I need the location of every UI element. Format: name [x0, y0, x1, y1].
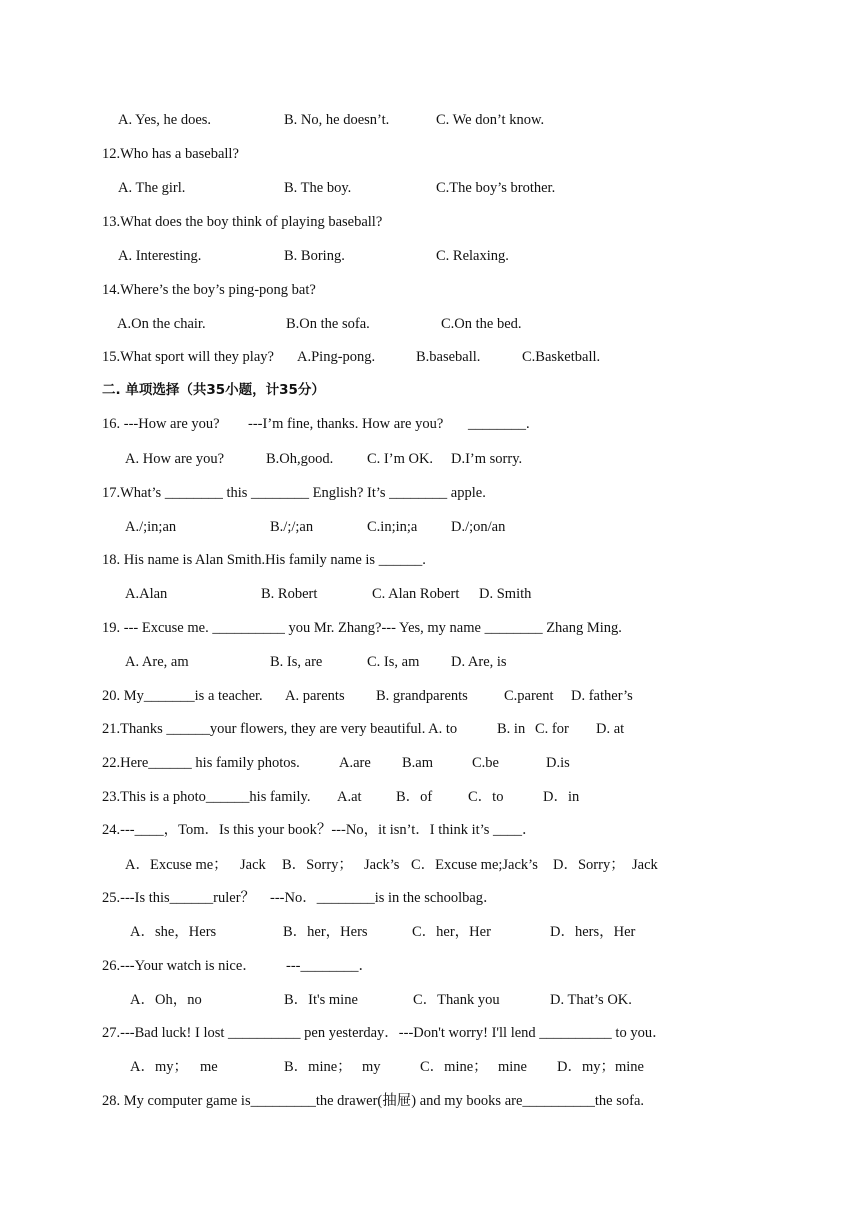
q25-text-2: ---No．________is in the schoolbag． [270, 890, 498, 906]
q13-text-1: 13.What does the boy think of playing baseball? [102, 214, 383, 230]
q27-options-text-1: A．my； [130, 1059, 188, 1075]
q15-text-1: 15.What sport will they play? [102, 349, 274, 365]
q24-options-text-7: Jack [632, 857, 658, 873]
q21-text-4: D. at [596, 721, 625, 737]
q28-text-1: 28. My computer game is_________the drawer(抽屉) and my books are__________the sofa. [102, 1093, 645, 1109]
section-2-title-text-1: 二. 单项选择（共35小题，计35分） [102, 382, 325, 398]
q16-text-1: 16. ---How are you? [102, 416, 220, 432]
q22-text-2: A.are [339, 755, 371, 771]
q22-text-5: D.is [546, 755, 570, 771]
q17-options-text-1: A./;in;an [125, 519, 177, 535]
q15-text-3: B.baseball. [416, 349, 481, 365]
q15-text-2: A.Ping-pong. [297, 349, 376, 365]
q27-options-text-2: me [200, 1059, 218, 1075]
q20-text-3: B. grandparents [376, 688, 468, 704]
q26-options-text-3: C．Thank you [413, 992, 500, 1008]
q25-options-text-3: C．her，Her [412, 924, 491, 940]
q23-text-4: C．to [468, 789, 504, 805]
q16-text-3: ________. [468, 416, 530, 432]
q18-text-1: 18. His name is Alan Smith.His family name is ______. [102, 552, 426, 568]
q20-text-2: A. parents [285, 688, 345, 704]
q19-options-text-3: C. Is, am [367, 654, 420, 670]
q16-options-text-1: A. How are you? [125, 451, 225, 467]
q26-text-2: ---________． [286, 958, 373, 974]
q22-text-4: C.be [472, 755, 499, 771]
q20-text-1: 20. My_______is a teacher. [102, 688, 263, 704]
q24-options-text-6: D．Sorry； [553, 857, 625, 873]
q18-options-text-3: C. Alan Robert [372, 586, 460, 602]
q27-options-text-4: my [362, 1059, 381, 1075]
q24-options-text-3: B．Sorry； [282, 857, 353, 873]
q27-text-1: 27.---Bad luck! I lost __________ pen yesterday．---Don't worry! I'll lend __________ to you． [102, 1025, 667, 1041]
q17-options-text-4: D./;on/an [451, 519, 506, 535]
q18-options-text-1: A.Alan [125, 586, 168, 602]
q26-options-text-1: A．Oh，no [130, 992, 202, 1008]
q26-options-text-2: B．It's mine [284, 992, 358, 1008]
q24-options-text-1: A．Excuse me； [125, 857, 228, 873]
q14-options-text-2: B.On the sofa. [286, 316, 370, 332]
q11-options-text-2: B. No, he doesn’t. [284, 112, 390, 128]
q23-text-3: B．of [396, 789, 433, 805]
q18-options-text-2: B. Robert [261, 586, 318, 602]
q13-options-text-2: B. Boring. [284, 248, 345, 264]
q24-options-text-4: Jack’s [364, 857, 400, 873]
q26-options-text-4: D. That’s OK. [550, 992, 632, 1008]
q21-text-2: B. in [497, 721, 526, 737]
q25-options-text-4: D．hers，Her [550, 924, 636, 940]
q24-text-1: 24.---____，Tom．Is this your book？---No，it isn’t．I think it’s ____． [102, 822, 537, 838]
q27-options-text-5: C．mine； [420, 1059, 488, 1075]
q24-options-text-2: Jack [240, 857, 266, 873]
q19-options-text-2: B. Is, are [270, 654, 323, 670]
q16-options-text-4: D.I’m sorry. [451, 451, 523, 467]
q14-text-1: 14.Where’s the boy’s ping-pong bat? [102, 282, 316, 298]
q12-options-text-3: C.The boy’s brother. [436, 180, 556, 196]
q23-text-2: A.at [337, 789, 362, 805]
q19-options-text-4: D. Are, is [451, 654, 507, 670]
q16-options-text-2: B.Oh,good. [266, 451, 334, 467]
q18-options-text-4: D. Smith [479, 586, 532, 602]
q21-text-1: 21.Thanks ______your flowers, they are very beautiful. A. to [102, 721, 458, 737]
q13-options-text-1: A. Interesting. [118, 248, 202, 264]
q11-options-text-1: A. Yes, he does. [118, 112, 212, 128]
q23-text-1: 23.This is a photo______his family. [102, 789, 311, 805]
q25-options-text-2: B．her，Hers [283, 924, 368, 940]
q17-options-text-2: B./;/;an [270, 519, 314, 535]
q19-options-text-1: A. Are, am [125, 654, 189, 670]
q16-text-2: ---I’m fine, thanks. How are you? [248, 416, 444, 432]
q13-options-text-3: C. Relaxing. [436, 248, 509, 264]
q12-options-text-1: A. The girl. [118, 180, 186, 196]
q11-options-text-3: C. We don’t know. [436, 112, 545, 128]
q27-options-text-3: B．mine； [284, 1059, 352, 1075]
q19-text-1: 19. --- Excuse me. __________ you Mr. Zhang?--- Yes, my name ________ Zhang Ming. [102, 620, 622, 636]
q24-options-text-5: C．Excuse me;Jack’s [411, 857, 538, 873]
q17-options-text-3: C.in;in;a [367, 519, 418, 535]
q27-options-text-6: mine [498, 1059, 527, 1075]
q15-text-4: C.Basketball. [522, 349, 601, 365]
q14-options-text-3: C.On the bed. [441, 316, 522, 332]
q21-text-3: C. for [535, 721, 569, 737]
q22-text-3: B.am [402, 755, 434, 771]
q14-options-text-1: A.On the chair. [117, 316, 206, 332]
q12-text-1: 12.Who has a baseball? [102, 146, 239, 162]
q27-options-text-7: D．my；mine [557, 1059, 644, 1075]
q17-text-1: 17.What’s ________ this ________ English? It’s ________ apple. [102, 485, 486, 501]
q22-text-1: 22.Here______ his family photos. [102, 755, 300, 771]
q23-text-5: D．in [543, 789, 580, 805]
q12-options-text-2: B. The boy. [284, 180, 352, 196]
q16-options-text-3: C. I’m OK. [367, 451, 434, 467]
q25-text-1: 25.---Is this______ruler？ [102, 890, 256, 906]
q25-options-text-1: A．she，Hers [130, 924, 217, 940]
q20-text-5: D. father’s [571, 688, 633, 704]
q20-text-4: C.parent [504, 688, 554, 704]
q26-text-1: 26.---Your watch is nice． [102, 958, 257, 974]
